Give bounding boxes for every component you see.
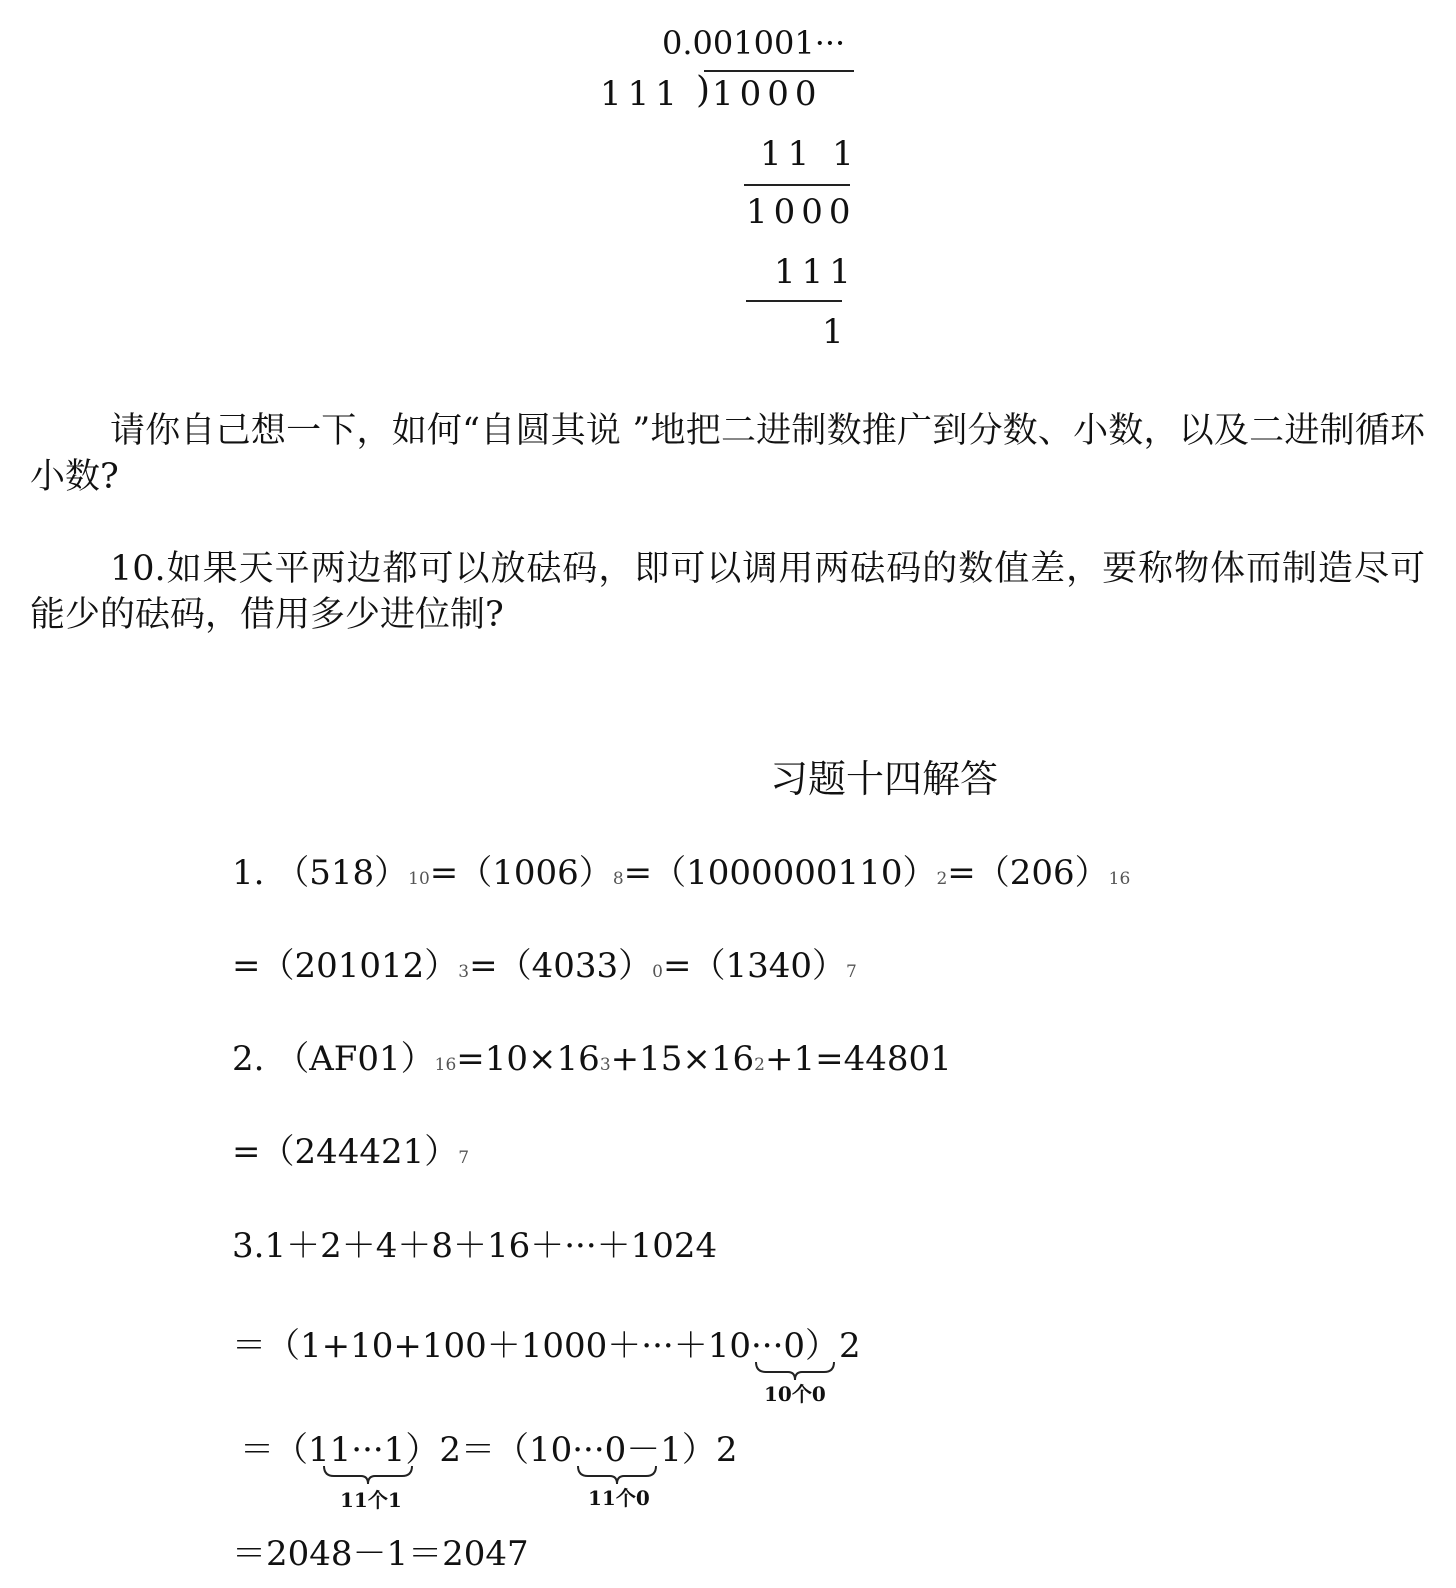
answer-2-term: =10×16	[456, 1039, 600, 1079]
answer-2-term: 2. （AF01）	[232, 1039, 435, 1079]
braced-term: 11···1	[308, 1430, 406, 1470]
division-dividend: 1000	[712, 74, 823, 114]
underbrace-label-10-zeros: 10个0	[764, 1382, 826, 1406]
answer-3-line-3	[240, 1422, 738, 1471]
division-bar	[704, 70, 854, 72]
division-line1	[744, 184, 850, 186]
base-subscript: 16	[1108, 869, 1131, 889]
base-subscript: 16	[434, 1055, 457, 1075]
answers-title: 习题十四解答	[770, 757, 999, 801]
answer-3-line-1: 3.1＋2＋4＋8＋16＋···＋1024	[232, 1226, 718, 1266]
answer-3-term: ＝（1+10+100＋1000＋···＋	[232, 1326, 708, 1366]
division-step2: 111	[774, 252, 857, 292]
answer-2-line-2	[232, 1124, 469, 1173]
answer-3-term: ＝（	[240, 1430, 308, 1470]
answer-1-line-2	[232, 938, 857, 987]
division-quotient: 0.001001···	[662, 24, 846, 62]
answer-1-term: =（1340）	[662, 946, 846, 986]
answer-3-term: －1）2	[626, 1430, 738, 1470]
paragraph-binary-fractions: 请你自己想一下，如何“自圆其说 ”地把二进制数推广到分数、小数，以及二进制循环小数?	[30, 411, 1425, 497]
answer-1-term: =（4033）	[469, 946, 653, 986]
division-remainder1: 1000	[746, 192, 857, 232]
exponent: 2	[754, 1055, 765, 1075]
base-subscript: 10	[408, 869, 430, 889]
division-remainder2: 1	[822, 312, 850, 352]
answer-3-term: ）2＝（	[405, 1430, 529, 1470]
braced-term: 10···0	[528, 1430, 627, 1470]
base-subscript: 3	[458, 962, 470, 982]
answer-2-term: +15×16	[610, 1039, 755, 1079]
underbrace-label-11-ones: 11个1	[340, 1488, 402, 1512]
answer-1-term: =（1006）	[429, 853, 613, 893]
base-subscript: 8	[612, 869, 624, 889]
underbrace-11-ones	[322, 1464, 414, 1486]
answer-3-line-4: ＝2048－1＝2047	[232, 1534, 529, 1574]
answer-1-term: =（201012）	[232, 946, 459, 986]
base-subscript: 2	[936, 869, 948, 889]
division-line2	[746, 300, 842, 302]
base-subscript: 7	[458, 1148, 470, 1168]
answer-3-term: ）2	[805, 1326, 861, 1366]
division-divisor: 111	[600, 74, 683, 114]
paragraph-question-10: 10.如果天平两边都可以放砝码，即可以调用两砝码的数值差，要称物体而制造尽可能少的砝码，借用多少进位制?	[30, 549, 1425, 635]
base-subscript: 0	[652, 962, 663, 982]
answer-2-term: =（244421）	[232, 1132, 459, 1172]
braced-term: 10···0	[707, 1326, 806, 1366]
underbrace-label-11-zeros: 11个0	[588, 1486, 650, 1510]
answer-1-term: 1. （518）	[232, 853, 409, 893]
answer-2-term: +1=44801	[764, 1039, 952, 1079]
answer-2-line-1	[232, 1031, 952, 1080]
exponent: 3	[599, 1055, 611, 1075]
division-step1: 11 1	[760, 134, 860, 174]
base-subscript: 7	[845, 962, 857, 982]
division-bracket: )	[696, 70, 711, 111]
answer-1-term: =（1000000110）	[623, 853, 937, 893]
answer-1-term: =（206）	[947, 853, 1109, 893]
answer-1-line-1	[232, 845, 1130, 894]
